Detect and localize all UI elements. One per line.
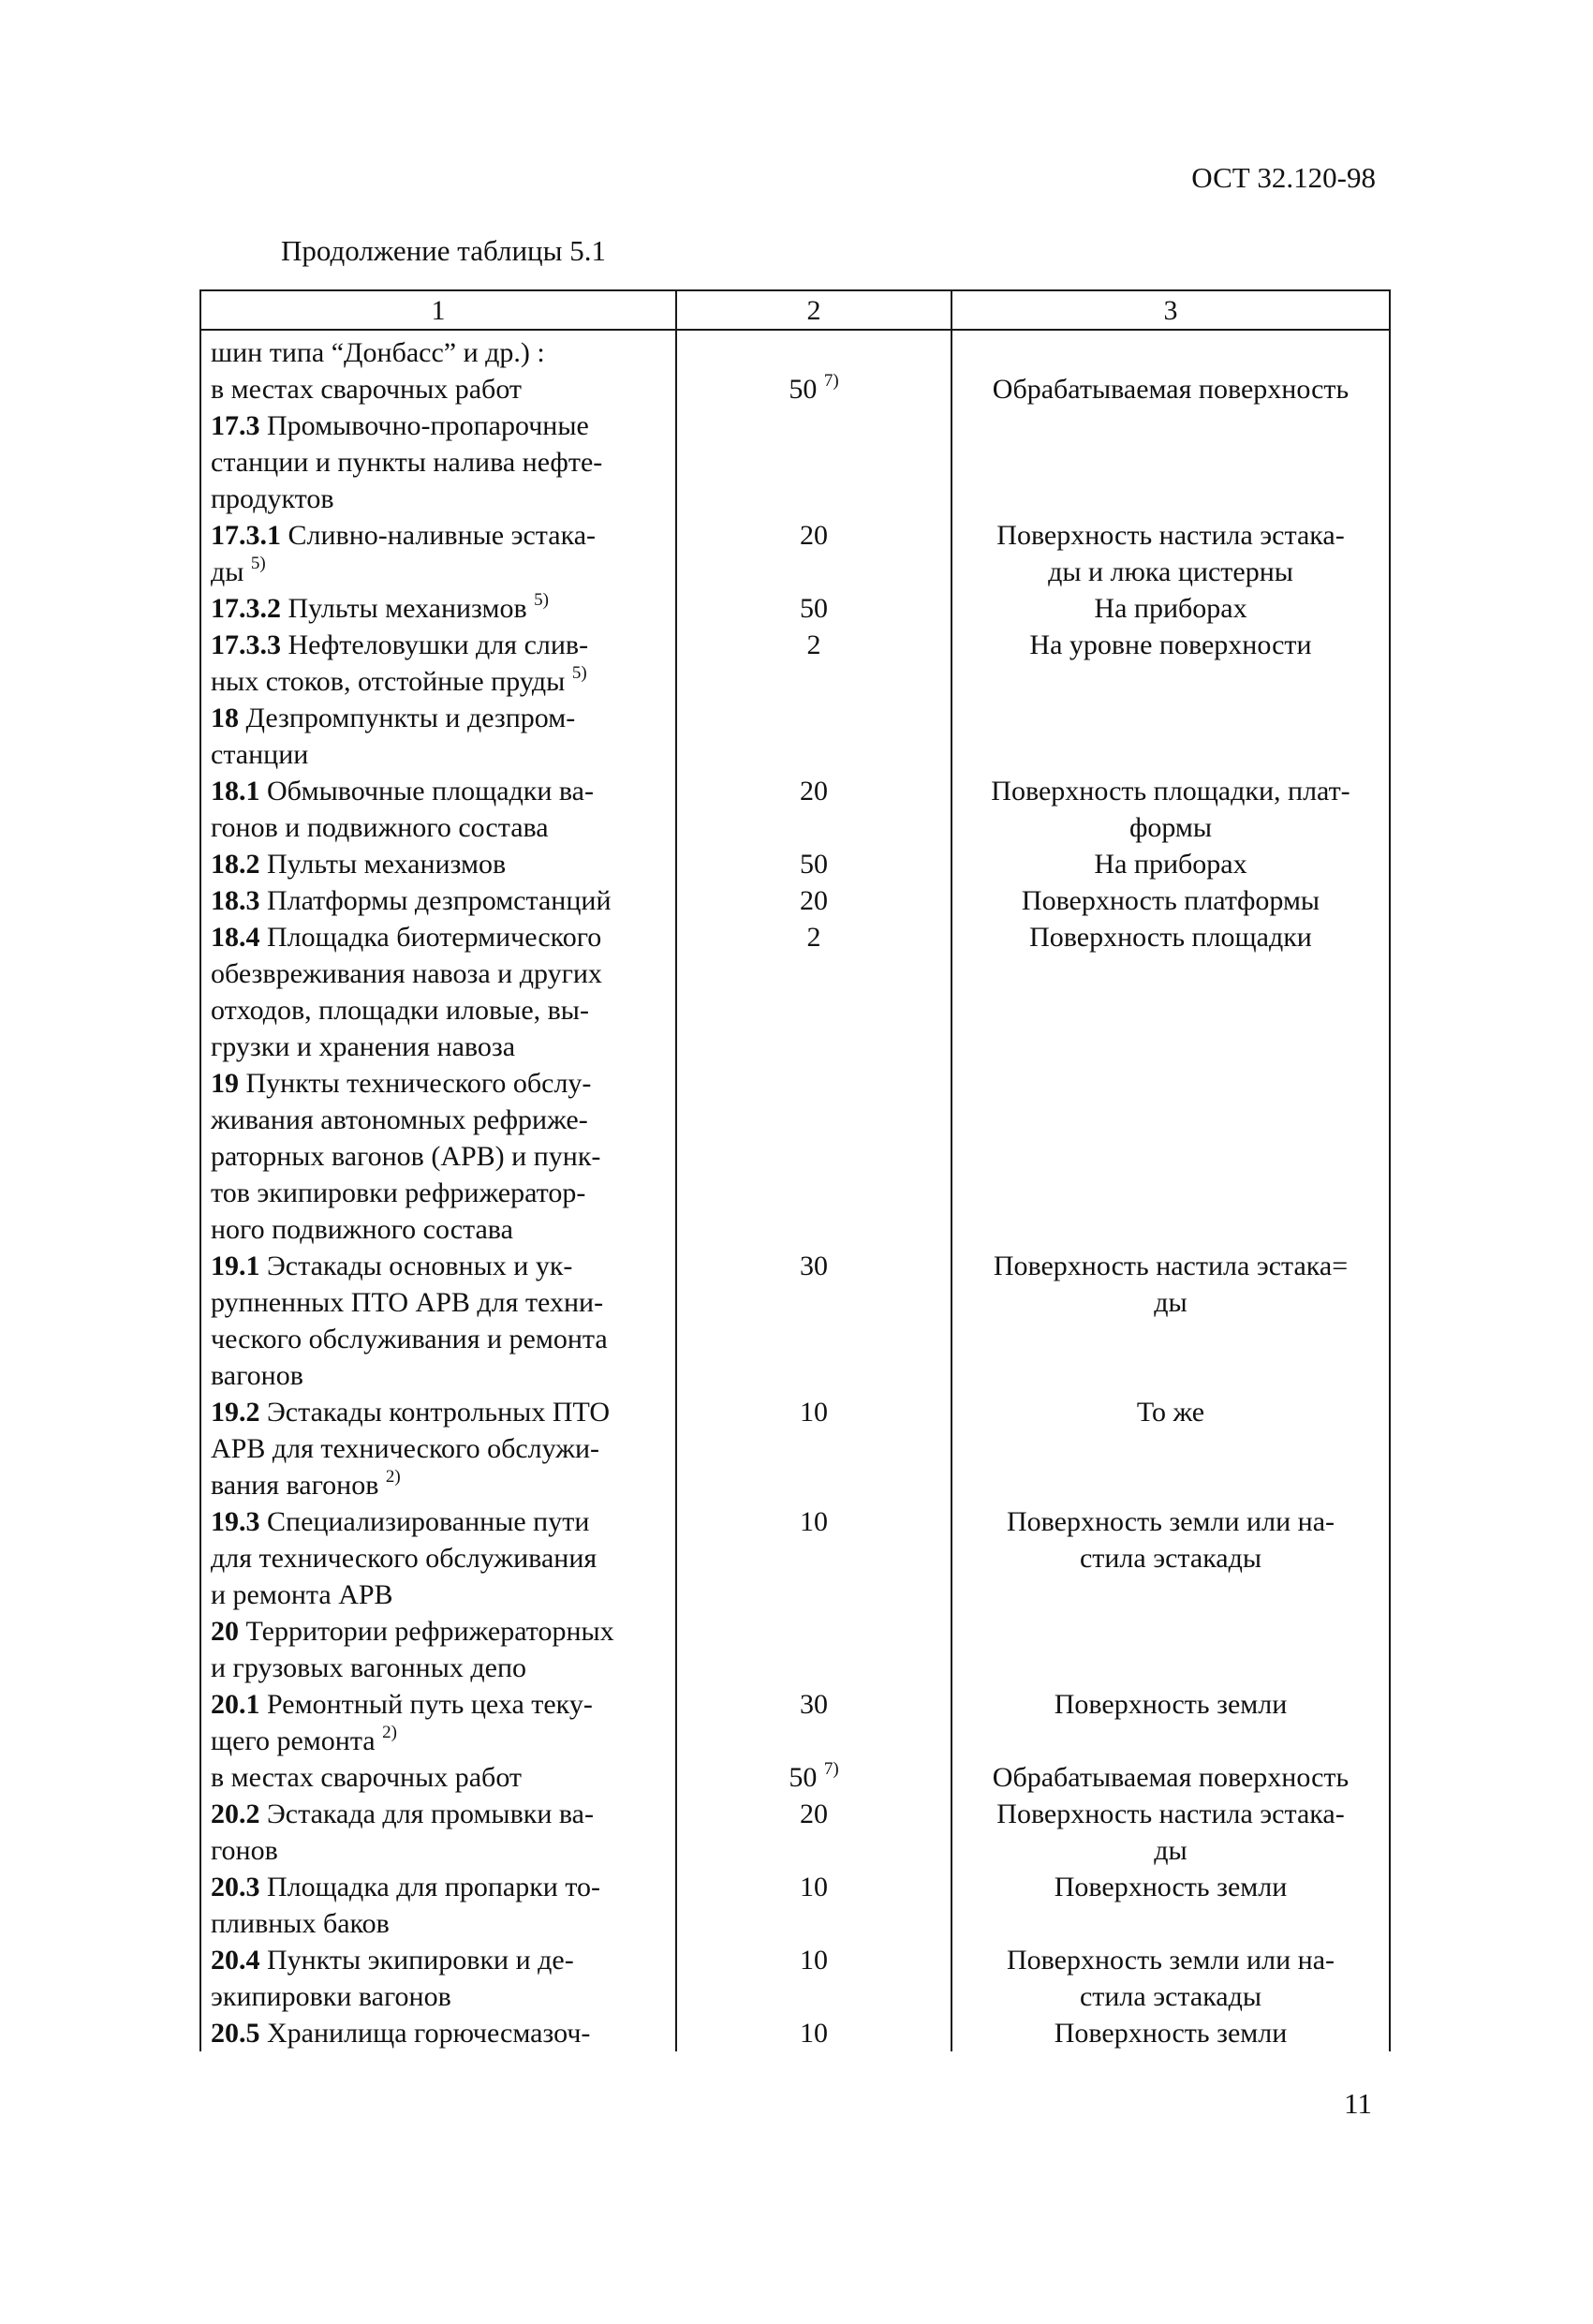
cell-line (211, 1138, 671, 1175)
cell-line (677, 590, 951, 627)
cell-text: 20 (800, 520, 828, 551)
cell-illuminance (676, 1503, 951, 1613)
cell-line (211, 1430, 671, 1467)
cell-line (211, 1978, 671, 2015)
cell-line (677, 1248, 951, 1284)
item-number: 17.3 (211, 410, 260, 441)
cell-surface (951, 627, 1390, 700)
cell-line (677, 627, 951, 663)
cell-line (952, 1978, 1389, 2015)
cell-description (200, 919, 676, 1065)
table-row (200, 590, 1390, 627)
cell-line (952, 590, 1389, 627)
cell-description (200, 1942, 676, 2015)
table-row (200, 1248, 1390, 1394)
cell-text: Эстакады основных и ук- (259, 1251, 573, 1281)
cell-text: Обрабатываемая поверхность (992, 1762, 1350, 1793)
cell-description (200, 2015, 676, 2051)
footnote-ref: 7) (823, 371, 839, 391)
cell-line (952, 1796, 1389, 1832)
cell-text: 10 (800, 1945, 828, 1976)
cell-line (211, 1723, 671, 1759)
cell-line (211, 1467, 671, 1503)
cell-text: в местах сварочных работ (211, 374, 523, 405)
cell-text: Обмывочные площадки ва- (259, 776, 594, 807)
cell-illuminance (676, 1942, 951, 2015)
table-row (200, 407, 1390, 517)
cell-text: Поверхность земли (1054, 2018, 1288, 2049)
cell-line (211, 1284, 671, 1321)
cell-surface (951, 1613, 1390, 1686)
cell-line (211, 590, 671, 627)
cell-line (211, 1613, 671, 1650)
cell-description (200, 590, 676, 627)
cell-text: 30 (800, 1251, 828, 1281)
cell-line (211, 1540, 671, 1576)
cell-description (200, 1503, 676, 1613)
cell-text: тов экипировки рефрижератор- (211, 1177, 586, 1208)
cell-text: 30 (800, 1689, 828, 1720)
cell-line (677, 1723, 951, 1759)
cell-description (200, 1686, 676, 1796)
cell-text: Поверхность земли или на- (1007, 1945, 1335, 1976)
cell-illuminance (676, 1394, 951, 1503)
cell-text: 20 (800, 1799, 828, 1829)
cell-text: грузки и хранения навоза (211, 1031, 516, 1062)
cell-line (211, 2015, 671, 2051)
cell-line (211, 1650, 671, 1686)
cell-text: ных стоков, отстойные пруды (211, 666, 566, 697)
cell-text: Хранилища горючесмазоч- (259, 2018, 591, 2049)
cell-surface (951, 1869, 1390, 1942)
item-number: 19.1 (211, 1251, 260, 1281)
cell-description (200, 846, 676, 882)
cell-line (211, 1248, 671, 1284)
document-code: ОСТ 32.120-98 (1191, 161, 1376, 194)
table-row (200, 330, 1390, 407)
cell-line (211, 554, 671, 590)
cell-text: экипировки вагонов (211, 1981, 451, 2012)
cell-illuminance (676, 517, 951, 590)
cell-line (677, 1503, 951, 1540)
item-number: 20.3 (211, 1872, 260, 1902)
cell-text: На приборах (1094, 849, 1247, 880)
cell-text: гонов (211, 1835, 278, 1866)
cell-description (200, 882, 676, 919)
cell-illuminance (676, 882, 951, 919)
cell-line (211, 919, 671, 955)
cell-line (952, 1503, 1389, 1540)
cell-line (211, 1065, 671, 1102)
cell-surface (951, 882, 1390, 919)
cell-line (211, 882, 671, 919)
cell-text: Поверхность площадки, плат- (991, 776, 1350, 807)
cell-surface (951, 407, 1390, 517)
item-number: 17.3.2 (211, 593, 281, 624)
cell-surface (951, 919, 1390, 1065)
cell-line (952, 627, 1389, 663)
cell-text: АРВ для технического обслужи- (211, 1433, 600, 1464)
cell-text: стила эстакады (1079, 1543, 1262, 1574)
cell-text: пливных баков (211, 1908, 390, 1939)
cell-line (677, 2015, 951, 2051)
lighting-norms-table (199, 289, 1391, 2051)
cell-line (211, 334, 671, 371)
cell-description (200, 330, 676, 407)
cell-text: Поверхность настила эстака- (996, 520, 1345, 551)
cell-text: Площадка биотермического (259, 922, 602, 953)
cell-surface (951, 1065, 1390, 1248)
cell-line (211, 1796, 671, 1832)
table-row (200, 882, 1390, 919)
cell-line (677, 919, 951, 955)
footnote-ref: 5) (571, 663, 587, 683)
item-number: 20.5 (211, 2018, 260, 2049)
cell-text: 2 (806, 629, 821, 660)
cell-surface (951, 590, 1390, 627)
cell-illuminance (676, 919, 951, 1065)
cell-text: и ремонта АРВ (211, 1579, 393, 1610)
cell-description (200, 1613, 676, 1686)
cell-text: Пункты экипировки и де- (259, 1945, 574, 1976)
cell-text: Поверхность настила эстака= (993, 1251, 1349, 1281)
cell-line (952, 809, 1389, 846)
cell-surface (951, 1686, 1390, 1796)
cell-text: ды и люка цистерны (1048, 556, 1293, 587)
cell-text: станции (211, 739, 309, 770)
cell-text: Дезпромпункты и дезпром- (239, 703, 576, 733)
cell-line (677, 882, 951, 919)
cell-text: Площадка для пропарки то- (259, 1872, 601, 1902)
footnote-ref: 2) (382, 1723, 397, 1742)
cell-text: 50 (789, 374, 818, 405)
cell-description (200, 407, 676, 517)
cell-line (211, 1503, 671, 1540)
cell-text: На уровне поверхности (1029, 629, 1312, 660)
table-row (200, 919, 1390, 1065)
cell-text: формы (1128, 812, 1213, 843)
item-number: 19.3 (211, 1506, 260, 1537)
table-row (200, 1796, 1390, 1869)
cell-illuminance (676, 1796, 951, 1869)
cell-illuminance (676, 846, 951, 882)
cell-line (211, 1321, 671, 1357)
cell-line (952, 882, 1389, 919)
cell-text: обезвреживания навоза и других (211, 958, 602, 989)
cell-text: Эстакада для промывки ва- (259, 1799, 594, 1829)
cell-text: Сливно-наливные эстака- (281, 520, 597, 551)
table-row (200, 1942, 1390, 2015)
footnote-ref: 7) (823, 1759, 839, 1779)
table-row (200, 517, 1390, 590)
footnote-ref: 5) (250, 554, 266, 573)
cell-text: продуктов (211, 483, 334, 514)
cell-illuminance (676, 590, 951, 627)
cell-text: ды (1154, 1287, 1187, 1318)
item-number: 20.2 (211, 1799, 260, 1829)
cell-text: 10 (800, 2018, 828, 2049)
cell-surface (951, 846, 1390, 882)
cell-line (211, 1102, 671, 1138)
cell-line (677, 1942, 951, 1978)
cell-line (952, 517, 1389, 554)
footnote-ref: 2) (385, 1467, 401, 1487)
cell-text: ды (1154, 1835, 1187, 1866)
cell-text: станции и пункты налива нефте- (211, 447, 603, 478)
cell-line (211, 517, 671, 554)
table-row (200, 1394, 1390, 1503)
cell-line (952, 1284, 1389, 1321)
cell-text: и грузовых вагонных депо (211, 1652, 527, 1683)
cell-line (211, 1029, 671, 1065)
cell-surface (951, 2015, 1390, 2051)
cell-text: Ремонтный путь цеха теку- (259, 1689, 593, 1720)
cell-line (952, 334, 1389, 371)
cell-text: щего ремонта (211, 1725, 376, 1756)
cell-line (211, 1576, 671, 1613)
cell-text: Поверхность платформы (1021, 885, 1320, 916)
item-number: 18.2 (211, 849, 260, 880)
cell-description (200, 700, 676, 773)
cell-line (677, 517, 951, 554)
cell-line (677, 334, 951, 371)
cell-text: вагонов (211, 1360, 303, 1391)
cell-line (677, 1686, 951, 1723)
item-number: 20.1 (211, 1689, 260, 1720)
cell-text: Поверхность земли (1054, 1872, 1288, 1902)
cell-line (211, 846, 671, 882)
cell-illuminance (676, 407, 951, 517)
cell-line (952, 1686, 1389, 1723)
cell-description (200, 627, 676, 700)
cell-text: рупненных ПТО АРВ для техни- (211, 1287, 604, 1318)
cell-text: стила эстакады (1079, 1981, 1262, 2012)
cell-text: для технического обслуживания (211, 1543, 597, 1574)
cell-text: шин типа “Донбасс” и др.) : (211, 337, 545, 368)
cell-text: Обрабатываемая поверхность (992, 374, 1350, 405)
cell-line (677, 1796, 951, 1832)
cell-line (211, 1686, 671, 1723)
cell-line (677, 1869, 951, 1905)
cell-line (952, 1248, 1389, 1284)
cell-illuminance (676, 1869, 951, 1942)
column-header-1: 1 (200, 290, 676, 330)
item-number: 18.3 (211, 885, 260, 916)
cell-line (211, 1869, 671, 1905)
cell-line (952, 1723, 1389, 1759)
cell-text: Территории рефрижераторных (239, 1616, 614, 1647)
cell-text: ды (211, 556, 244, 587)
cell-line (952, 846, 1389, 882)
cell-line (677, 773, 951, 809)
table-row (200, 2015, 1390, 2051)
cell-line (211, 627, 671, 663)
cell-illuminance (676, 700, 951, 773)
table-row (200, 773, 1390, 846)
cell-text: Поверхность земли (1054, 1689, 1288, 1720)
cell-text: Пульты механизмов (259, 849, 507, 880)
cell-description (200, 1065, 676, 1248)
table-row (200, 1686, 1390, 1796)
footnote-ref: 5) (534, 590, 549, 610)
cell-surface (951, 1796, 1390, 1869)
cell-surface (951, 1942, 1390, 2015)
cell-line (211, 1759, 671, 1796)
cell-text: 2 (806, 922, 821, 953)
cell-line (211, 481, 671, 517)
cell-text: Поверхность земли или на- (1007, 1506, 1335, 1537)
cell-line (211, 955, 671, 992)
table-caption: Продолжение таблицы 5.1 (281, 234, 606, 267)
cell-text: Поверхность площадки (1029, 922, 1312, 953)
cell-description (200, 1248, 676, 1394)
column-header-3: 3 (951, 290, 1390, 330)
cell-text: Специализированные пути (259, 1506, 590, 1537)
cell-surface (951, 1503, 1390, 1613)
cell-text: Нефтеловушки для слив- (281, 629, 589, 660)
cell-surface (951, 330, 1390, 407)
cell-line (211, 1832, 671, 1869)
cell-text: живания автономных рефриже- (211, 1104, 588, 1135)
cell-text: Пункты технического обслу- (239, 1068, 592, 1099)
item-number: 18.1 (211, 776, 260, 807)
cell-surface (951, 773, 1390, 846)
cell-illuminance (676, 1686, 951, 1796)
item-number: 19.2 (211, 1397, 260, 1428)
item-number: 17.3.3 (211, 629, 281, 660)
cell-line (211, 663, 671, 700)
cell-description (200, 1869, 676, 1942)
table-row (200, 846, 1390, 882)
cell-text: Эстакады контрольных ПТО (259, 1397, 611, 1428)
page-number: 11 (1344, 2087, 1372, 2120)
cell-text: 10 (800, 1397, 828, 1428)
cell-line (211, 407, 671, 444)
cell-line (952, 1540, 1389, 1576)
cell-line (211, 1211, 671, 1248)
cell-text: ного подвижного состава (211, 1214, 513, 1245)
table-row (200, 1613, 1390, 1686)
item-number: 17.3.1 (211, 520, 281, 551)
cell-surface (951, 1248, 1390, 1394)
item-number: 18 (211, 703, 239, 733)
item-number: 20 (211, 1616, 239, 1647)
cell-line (211, 371, 671, 407)
cell-line (211, 1394, 671, 1430)
column-header-2: 2 (676, 290, 951, 330)
cell-text: раторных вагонов (АРВ) и пунк- (211, 1141, 601, 1172)
cell-description (200, 773, 676, 846)
item-number: 18.4 (211, 922, 260, 953)
cell-text: гонов и подвижного состава (211, 812, 549, 843)
cell-text: Поверхность настила эстака- (996, 1799, 1345, 1829)
cell-line (211, 1175, 671, 1211)
cell-line (952, 371, 1389, 407)
cell-line (211, 736, 671, 773)
cell-surface (951, 517, 1390, 590)
cell-line (677, 846, 951, 882)
cell-line (677, 1394, 951, 1430)
cell-description (200, 517, 676, 590)
cell-text: 50 (800, 849, 828, 880)
table-header-row (200, 290, 1390, 330)
item-number: 20.4 (211, 1945, 260, 1976)
cell-line (952, 554, 1389, 590)
cell-description (200, 1796, 676, 1869)
cell-line (211, 809, 671, 846)
cell-line (952, 2015, 1389, 2051)
cell-line (952, 1832, 1389, 1869)
cell-text: 10 (800, 1872, 828, 1902)
cell-line (952, 1394, 1389, 1430)
cell-illuminance (676, 1613, 951, 1686)
cell-line (211, 773, 671, 809)
cell-description (200, 1394, 676, 1503)
cell-text: вания вагонов (211, 1470, 379, 1501)
cell-line (211, 1942, 671, 1978)
cell-line (677, 371, 951, 407)
cell-line (211, 1905, 671, 1942)
cell-text: 20 (800, 885, 828, 916)
cell-text: в местах сварочных работ (211, 1762, 523, 1793)
cell-text: 50 (800, 593, 828, 624)
cell-text: ческого обслуживания и ремонта (211, 1324, 608, 1354)
cell-text: Платформы дезпромстанций (259, 885, 612, 916)
cell-line (952, 1942, 1389, 1978)
cell-illuminance (676, 627, 951, 700)
cell-surface (951, 700, 1390, 773)
table-body (200, 330, 1390, 2051)
cell-line (952, 1759, 1389, 1796)
cell-illuminance (676, 2015, 951, 2051)
cell-text: 20 (800, 776, 828, 807)
table-row (200, 700, 1390, 773)
cell-line (211, 992, 671, 1029)
cell-text: На приборах (1094, 593, 1247, 624)
cell-line (952, 1869, 1389, 1905)
cell-text: 50 (789, 1762, 818, 1793)
cell-line (952, 919, 1389, 955)
cell-text: 10 (800, 1506, 828, 1537)
cell-surface (951, 1394, 1390, 1503)
cell-text: То же (1136, 1397, 1205, 1428)
cell-line (952, 773, 1389, 809)
cell-text: отходов, площадки иловые, вы- (211, 995, 589, 1026)
item-number: 19 (211, 1068, 239, 1099)
cell-line (211, 700, 671, 736)
cell-illuminance (676, 330, 951, 407)
cell-line (677, 1759, 951, 1796)
table-row (200, 1869, 1390, 1942)
table-row (200, 1503, 1390, 1613)
table-row (200, 627, 1390, 700)
cell-line (211, 444, 671, 481)
cell-text: Пульты механизмов (281, 593, 527, 624)
cell-illuminance (676, 1065, 951, 1248)
cell-line (211, 1357, 671, 1394)
cell-illuminance (676, 1248, 951, 1394)
table-row (200, 1065, 1390, 1248)
cell-text: Промывочно-пропарочные (259, 410, 589, 441)
cell-illuminance (676, 773, 951, 846)
